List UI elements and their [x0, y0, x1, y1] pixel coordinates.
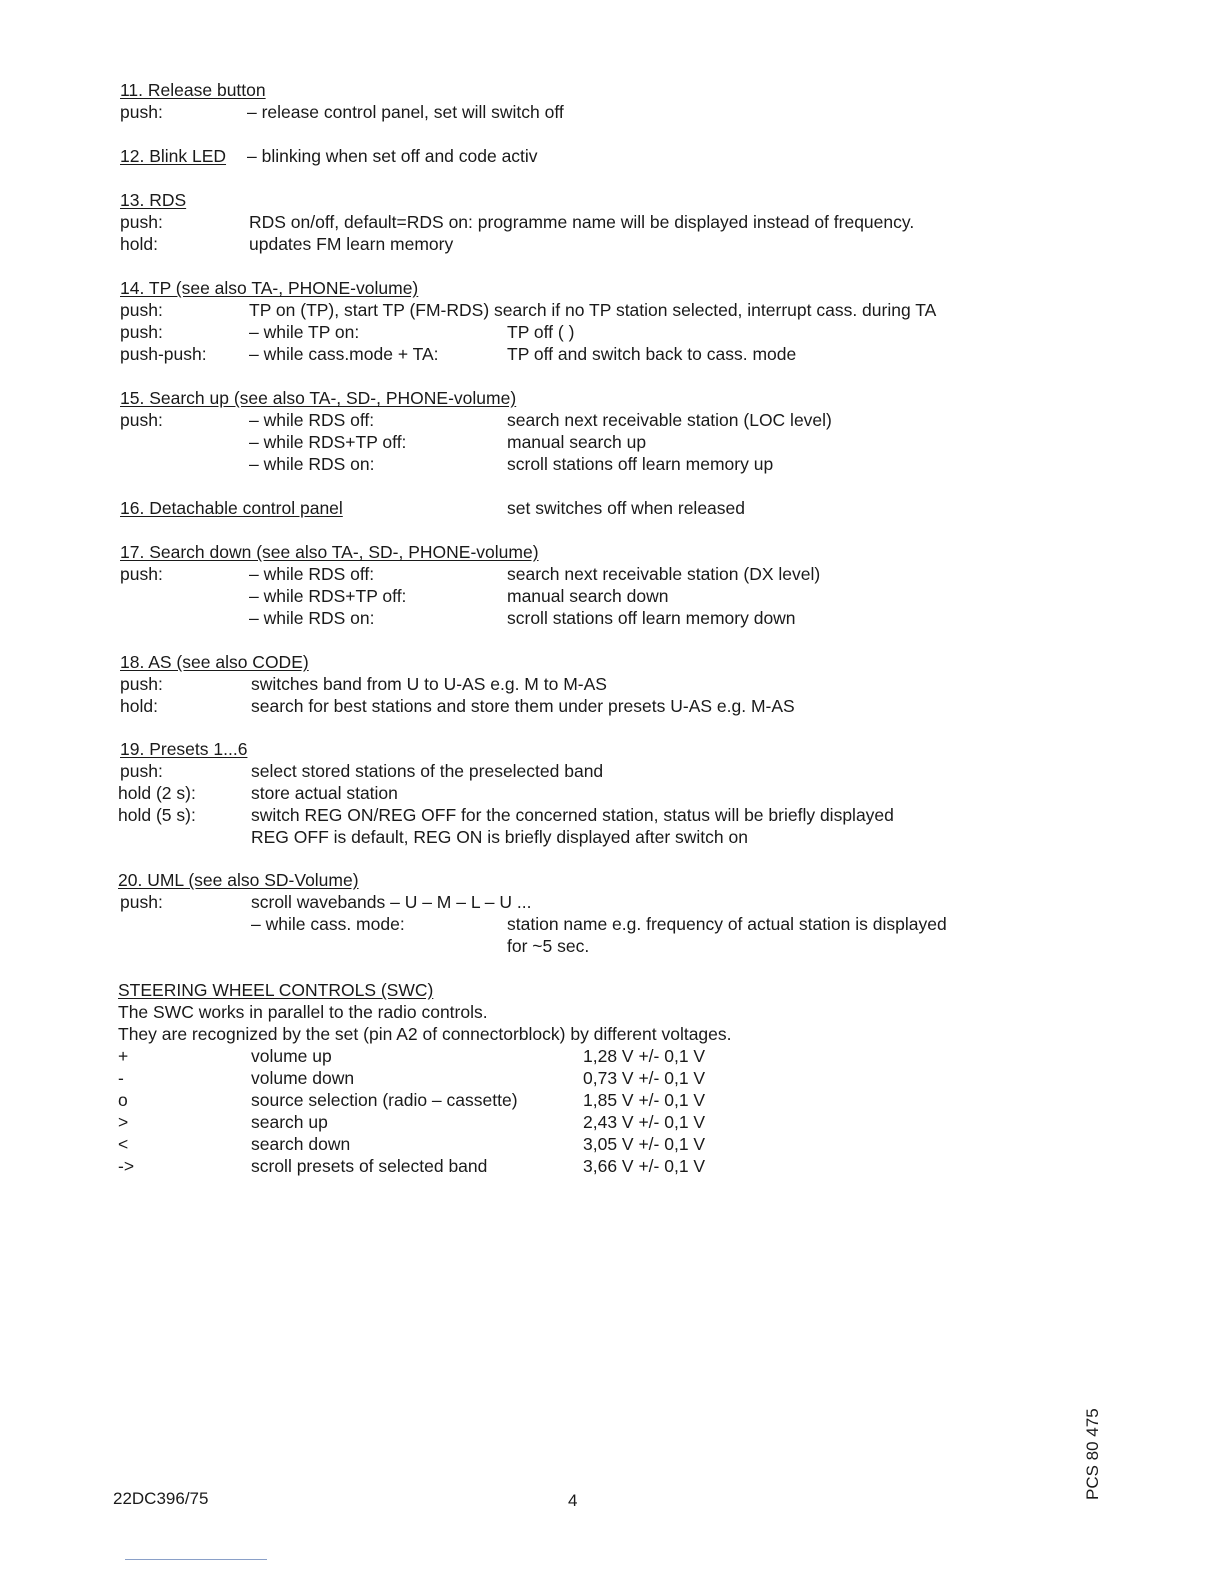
s16-desc: set switches off when released — [507, 498, 746, 518]
s17-desc-1: search next receivable station (DX level) — [507, 564, 821, 584]
s14-cond-2: – while TP on: — [249, 322, 360, 342]
swc-voltage: 2,43 V +/- 0,1 V — [583, 1112, 706, 1132]
side-code: PCS 80 475 — [1083, 1408, 1102, 1500]
swc-function: scroll presets of selected band — [251, 1156, 488, 1176]
s15-label-1: push: — [120, 410, 163, 430]
section-19-title: 19. Presets 1...6 — [120, 739, 248, 759]
swc-voltage: 3,66 V +/- 0,1 V — [583, 1156, 706, 1176]
footer-doc-number: 22DC396/75 — [113, 1489, 209, 1508]
s20-desc-1: scroll wavebands – U – M – L – U ... — [251, 892, 532, 912]
swc-key: - — [118, 1068, 124, 1088]
swc-voltage: 0,73 V +/- 0,1 V — [583, 1068, 706, 1088]
s18-desc-1: switches band from U to U-AS e.g. M to M-AS — [251, 674, 607, 694]
section-13-title: 13. RDS — [120, 190, 187, 210]
s12-desc: – blinking when set off and code activ — [247, 146, 538, 166]
swc-voltage: 3,05 V +/- 0,1 V — [583, 1134, 706, 1154]
s17-desc-3: scroll stations off learn memory down — [507, 608, 796, 628]
swc-key: + — [118, 1046, 129, 1066]
swc-key: -> — [118, 1156, 135, 1176]
swc-function: source selection (radio – cassette) — [251, 1090, 518, 1110]
s11-label: push: — [120, 102, 163, 122]
s19-label-1: push: — [120, 761, 163, 781]
section-18-title: 18. AS (see also CODE) — [120, 652, 309, 672]
swc-key: > — [118, 1112, 129, 1132]
s18-label-1: push: — [120, 674, 163, 694]
s15-cond-3: – while RDS on: — [249, 454, 375, 474]
s20-cond-2: – while cass. mode: — [251, 914, 405, 934]
s18-desc-2: search for best stations and store them under presets U-AS e.g. M-AS — [251, 696, 795, 716]
s13-label-2: hold: — [120, 234, 158, 254]
swc-intro-2: They are recognized by the set (pin A2 of connectorblock) by different voltages. — [118, 1024, 732, 1044]
swc-voltage: 1,28 V +/- 0,1 V — [583, 1046, 706, 1066]
section-17-title: 17. Search down (see also TA-, SD-, PHONE-volume) — [120, 542, 539, 562]
s19-label-3: hold (5 s): — [118, 805, 196, 825]
swc-title: STEERING WHEEL CONTROLS (SWC) — [118, 980, 434, 1000]
s19-desc-4: REG OFF is default, REG ON is briefly displayed after switch on — [251, 827, 748, 847]
s15-desc-2: manual search up — [507, 432, 647, 452]
s19-label-2: hold (2 s): — [118, 783, 196, 803]
s18-label-2: hold: — [120, 696, 158, 716]
s14-label-1: push: — [120, 300, 163, 320]
s14-desc-3: TP off and switch back to cass. mode — [507, 344, 797, 364]
s17-desc-2: manual search down — [507, 586, 669, 606]
swc-voltage: 1,85 V +/- 0,1 V — [583, 1090, 706, 1110]
footer-page-number: 4 — [568, 1491, 578, 1510]
s19-desc-3: switch REG ON/REG OFF for the concerned station, status will be briefly displayed — [251, 805, 894, 825]
s14-label-2: push: — [120, 322, 163, 342]
swc-function: search up — [251, 1112, 328, 1132]
swc-key: < — [118, 1134, 129, 1154]
s15-desc-3: scroll stations off learn memory up — [507, 454, 774, 474]
s20-desc-3: for ~5 sec. — [507, 936, 590, 956]
s11-desc: – release control panel, set will switch off — [247, 102, 564, 122]
s19-desc-2: store actual station — [251, 783, 398, 803]
section-12-title: 12. Blink LED — [120, 146, 227, 166]
section-14-title: 14. TP (see also TA-, PHONE-volume) — [120, 278, 419, 298]
s17-cond-3: – while RDS on: — [249, 608, 375, 628]
s15-cond-2: – while RDS+TP off: — [249, 432, 407, 452]
scan-artifact-line — [125, 1559, 267, 1560]
swc-key: o — [118, 1090, 128, 1110]
s14-desc-2: TP off ( ) — [507, 322, 575, 342]
s14-desc-1: TP on (TP), start TP (FM-RDS) search if no TP station selected, interrupt cass. during TA — [249, 300, 937, 320]
s13-desc-2: updates FM learn memory — [249, 234, 454, 254]
s14-cond-3: – while cass.mode + TA: — [249, 344, 439, 364]
section-15-title: 15. Search up (see also TA-, SD-, PHONE-volume) — [120, 388, 517, 408]
swc-function: volume up — [251, 1046, 332, 1066]
section-11-title: 11. Release button — [120, 80, 266, 100]
section-20-title: 20. UML (see also SD-Volume) — [118, 870, 359, 890]
s20-label-1: push: — [120, 892, 163, 912]
s20-desc-2: station name e.g. frequency of actual station is displayed — [507, 914, 947, 934]
s13-label-1: push: — [120, 212, 163, 232]
s14-label-3: push-push: — [120, 344, 207, 364]
section-16-title: 16. Detachable control panel — [120, 498, 343, 518]
s17-label-1: push: — [120, 564, 163, 584]
s17-cond-2: – while RDS+TP off: — [249, 586, 407, 606]
s17-cond-1: – while RDS off: — [249, 564, 375, 584]
s13-desc-1: RDS on/off, default=RDS on: programme name will be displayed instead of frequency. — [249, 212, 915, 232]
s19-desc-1: select stored stations of the preselected band — [251, 761, 604, 781]
s15-desc-1: search next receivable station (LOC level) — [507, 410, 832, 430]
swc-intro-1: The SWC works in parallel to the radio controls. — [118, 1002, 488, 1022]
s15-cond-1: – while RDS off: — [249, 410, 375, 430]
swc-function: volume down — [251, 1068, 355, 1088]
swc-function: search down — [251, 1134, 351, 1154]
